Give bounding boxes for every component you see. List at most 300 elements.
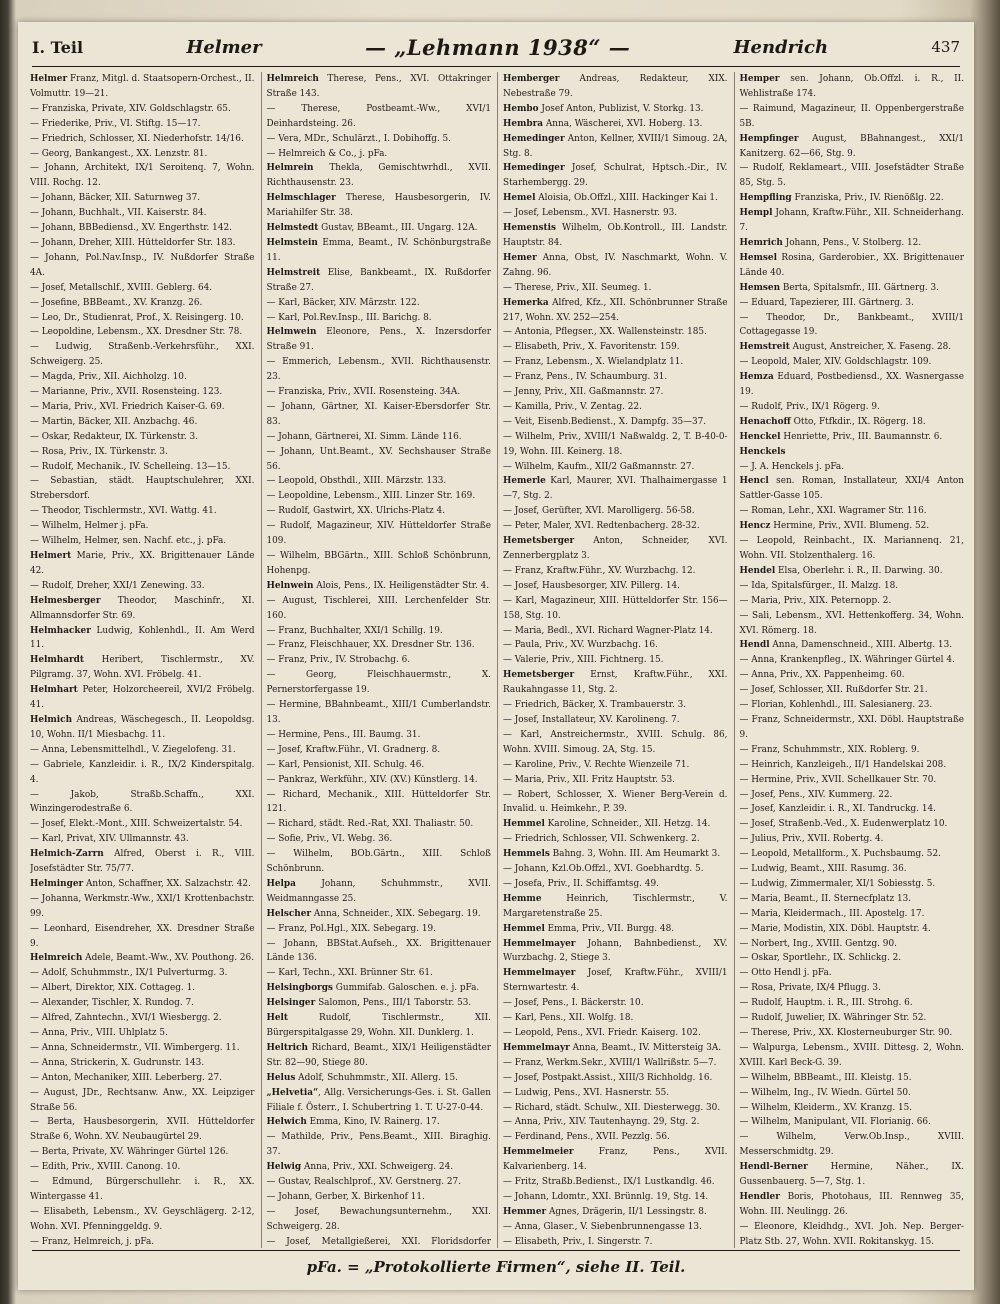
entry-surname: Hemmelmeier — [503, 1147, 574, 1158]
directory-entry — [267, 504, 492, 519]
directory-entry — [740, 191, 965, 206]
entry-surname: Helmreich — [30, 953, 83, 964]
entry-details: Elise, Bankbeamt., IX. Rußdorfer Straße 27. — [266, 267, 491, 293]
entry-details: Eduard, Postbediensd., XX. Wasnergasse 19. — [739, 372, 964, 398]
entry-details: August, BBahnangest., XXI/1 Kanitzerg. 62—66, Stg. 9. — [739, 133, 964, 159]
directory-entry — [30, 951, 255, 966]
directory-entry — [267, 489, 492, 504]
entry-details: Franziska, Priv., IV. Rienößlg. 22. — [791, 193, 944, 204]
entry-details: August, Anstreicher, X. Faseng. 28. — [789, 342, 952, 353]
directory-entry — [267, 653, 492, 668]
entry-surname: Hemberger — [503, 74, 560, 84]
directory-entry — [740, 996, 965, 1011]
entry-details: , Allg. Versicherungs-Ges. i. St. Gallen Filiale f. Österr., I. Schubertring 1. T. U-27-0-44. — [266, 1087, 491, 1113]
entry-details: — Johann, Gärtnerei, XI. Simm. Lände 116. — [266, 431, 462, 442]
directory-entry — [503, 728, 728, 758]
directory-entry — [30, 1041, 255, 1056]
directory-entry — [267, 788, 492, 818]
directory-entry — [30, 281, 255, 296]
directory-entry — [30, 1205, 255, 1235]
entry-details: — Wilhelm, BOb.Gärtn., XIII. Schloß Schönbrunn. — [266, 849, 491, 875]
entry-details: — Anna, Schneidermstr., VII. Wimbergerg. 11. — [30, 1042, 240, 1053]
entry-details: — Karl, Techn., XXI. Brünner Str. 61. — [266, 968, 433, 979]
directory-entry — [267, 624, 492, 639]
entry-details: — Albert, Direktor, XIX. Cottageg. 1. — [30, 983, 196, 994]
entry-details: — Franz, Werkm.Sekr., XVIII/1 Wallrißstr. 5—7. — [503, 1057, 717, 1068]
directory-entry — [30, 132, 255, 147]
directory-entry — [503, 1026, 728, 1041]
entry-details: — Wilhelm, Priv., XVIII/1 Naßwaldg. 2, T. B-40-0-19, Wohn. III. Keinerg. 18. — [503, 431, 728, 457]
entry-details: — Johann, Kzl.Ob.Offzl., XVI. Goebhardtg. 5. — [503, 864, 704, 875]
entry-details: — Anton, Mechaniker, XIII. Leberberg. 27. — [30, 1072, 222, 1083]
directory-entry — [740, 311, 965, 341]
directory-entry — [740, 877, 965, 892]
directory-entry — [30, 877, 255, 892]
directory-entry — [267, 728, 492, 743]
entry-surname: Hemetsberger — [503, 536, 575, 547]
entry-details: — Richard, städt. Schulw., XII. Diesterwegg. 30. — [503, 1102, 721, 1113]
directory-entry — [503, 788, 728, 818]
directory-entry — [740, 594, 965, 609]
directory-entry — [740, 355, 965, 370]
section-label: I. Teil — [32, 37, 84, 57]
directory-entry — [740, 1041, 965, 1071]
directory-entry — [267, 296, 492, 311]
entry-details: Boris, Photohaus, III. Rennweg 35, Wohn. III. Neulingg. 26. — [739, 1191, 964, 1217]
entry-details: Richard, Beamt., XIX/1 Heiligenstädter Str. 82—90, Stiege 80. — [266, 1042, 491, 1068]
entry-details: Hermine, Näher., IX. Gussenbauerg. 5—7, Stg. 1. — [739, 1162, 964, 1188]
directory-entry — [267, 147, 492, 162]
directory-entry — [30, 311, 255, 326]
directory-entry — [740, 460, 965, 475]
directory-entry — [740, 400, 965, 415]
entry-surname: Helmrein — [266, 163, 314, 174]
entry-surname: Helsingborgs — [266, 983, 333, 994]
directory-entry — [30, 1026, 255, 1041]
entry-details: — Wilhelm, Helmer, sen. Nachf. etc., j. pFa. — [30, 536, 227, 547]
entry-surname: Helmreich — [266, 74, 319, 84]
entry-details: — Raimund, Magazineur, II. Oppenbergerstraße 5B. — [739, 103, 964, 129]
entry-details: Anna, Beamt., IV. Mittersteig 3A. — [569, 1042, 722, 1053]
directory-entry — [503, 877, 728, 892]
directory-entry — [30, 325, 255, 340]
entry-details: — Eduard, Tapezierer, III. Gärtnerg. 3. — [739, 297, 914, 308]
entry-details: — Josef, Bewachungsunternehm., XXI. Schweigerg. 28. — [266, 1206, 491, 1232]
entry-details: — Georg, Bankangest., XX. Lenzstr. 81. — [30, 148, 208, 159]
directory-entry — [267, 847, 492, 877]
entry-surname: Helmstein — [266, 237, 318, 248]
entry-details: Emma, Kino, IV. Rainerg. 17. — [306, 1117, 440, 1128]
directory-entry — [740, 504, 965, 519]
directory-entry — [503, 430, 728, 460]
entry-surname: Helwig — [266, 1162, 302, 1173]
directory-entry — [30, 624, 255, 654]
entry-details: — Rudolf, Hauptm. i. R., III. Strohg. 6. — [739, 998, 913, 1009]
entry-details: — Leonhard, Eisendreher, XX. Dresdner Straße 9. — [30, 923, 255, 949]
entry-details: Heribert, Tischlermstr., XV. Pilgramg. 37, Wohn. XVI. Fröbelg. 41. — [30, 655, 255, 681]
directory-entry — [503, 1235, 728, 1248]
directory-entry — [740, 579, 965, 594]
directory-entry — [503, 773, 728, 788]
directory-entry — [503, 221, 728, 251]
directory-entry — [740, 862, 965, 877]
entry-details: — Karl, Anstreichermstr., XVIII. Schulg. 86, Wohn. XVIII. Simoug. 2A, Stg. 15. — [503, 729, 728, 755]
directory-entry — [30, 892, 255, 922]
column-3 — [497, 72, 728, 1248]
directory-entry — [740, 743, 965, 758]
entry-details: Alois, Pens., IX. Heiligenstädter Str. 4. — [313, 580, 490, 591]
directory-entry — [267, 1086, 492, 1116]
entry-details: — Anna, Krankenpfleg., IX. Währinger Gürtel 4. — [739, 655, 955, 666]
entry-details: Hermine, Priv., XVII. Blumeng. 52. — [770, 521, 930, 532]
column-4 — [734, 72, 965, 1248]
directory-entry — [30, 713, 255, 743]
entry-details: — Franz, Pol.Hgl., XIX. Sebegarg. 19. — [266, 923, 436, 934]
entry-surname: Hemmel — [503, 923, 545, 934]
entry-details: — Elisabeth, Priv., X. Favoritenstr. 159. — [503, 342, 680, 353]
entry-details: — Oskar, Sportlehr., IX. Schlickg. 2. — [739, 953, 902, 964]
entry-details: — Franz, Buchhalter, XXI/1 Schillg. 19. — [266, 625, 443, 636]
directory-entry — [503, 504, 728, 519]
entry-surname: Hemedinger — [503, 133, 565, 144]
directory-entry — [740, 609, 965, 639]
directory-entry — [30, 251, 255, 281]
directory-entry — [267, 1205, 492, 1235]
entry-surname: Helmich — [30, 714, 73, 725]
entry-details: — Josef, Gerüfter, XVI. Marolligerg. 56-58. — [503, 506, 695, 517]
directory-entry — [267, 1115, 492, 1130]
directory-entry — [30, 534, 255, 549]
entry-details: — Paula, Priv., XV. Wurzbachg. 16. — [503, 640, 658, 651]
entry-details: Agnes, Drägerin, II/1 Lessingstr. 8. — [546, 1206, 707, 1217]
entry-details: — Franz, Priv., IV. Strobachg. 6. — [266, 655, 411, 666]
entry-details: Anton, Schneider, XVI. Zennerbergplatz 3. — [503, 536, 728, 561]
entry-surname: Hemsen — [739, 282, 781, 293]
entry-details: Marie, Priv., XX. Brigittenauer Lände 42. — [30, 551, 255, 576]
entry-surname: Hendl — [739, 640, 770, 651]
entry-details: — Berta, Private, XV. Währinger Gürtel 126. — [30, 1147, 229, 1158]
entry-details: Wilhelm, Ob.Kontroll., III. Landstr. Hauptstr. 84. — [503, 223, 728, 248]
directory-entry — [30, 1071, 255, 1086]
directory-entry — [267, 594, 492, 624]
entry-details: Elsa, Oberlehr. i. R., II. Darwing. 30. — [775, 565, 943, 576]
directory-entry — [30, 460, 255, 475]
directory-entry — [30, 847, 255, 877]
directory-entry — [30, 1011, 255, 1026]
entry-details: — Karl, Pens., XII. Wolfg. 18. — [503, 1013, 634, 1024]
directory-entry — [740, 519, 965, 534]
directory-entry — [740, 773, 965, 788]
directory-entry — [30, 161, 255, 191]
directory-entry — [503, 281, 728, 296]
directory-entry — [503, 564, 728, 579]
directory-entry — [503, 534, 728, 564]
entry-details: — Rosa, Priv., IX. Türkenstr. 3. — [30, 446, 168, 457]
entry-details: — Franz, Lebensm., X. Wielandplatz 11. — [503, 357, 684, 368]
entry-surname: Helmesberger — [30, 595, 101, 606]
entry-details: — Jakob, Straßb.Schaffn., XXI. Winzingerodestraße 6. — [30, 789, 255, 815]
directory-entry — [740, 296, 965, 311]
directory-entry — [503, 474, 728, 504]
entry-details: Gustav, BBeamt., III. Ungarg. 12A. — [318, 223, 478, 234]
entry-surname: Helmwein — [266, 327, 317, 338]
entry-details: — Pankraz, Werkführ., XIV. (XV.) Künstlerg. 14. — [266, 774, 478, 785]
entry-details: — Franz, Pens., IV. Schaumburg. 31. — [503, 372, 668, 383]
entry-details: Anton, Schaffner, XX. Salzachstr. 42. — [83, 878, 251, 889]
entry-details: Karoline, Schneider., XII. Hetzg. 14. — [544, 819, 711, 830]
entry-details: Anna, Damenschneid., XIII. Albertg. 13. — [769, 640, 953, 651]
directory-entry — [503, 1056, 728, 1071]
directory-entry — [503, 1115, 728, 1130]
entry-details: — Wilhelm, BBGärtn., XIII. Schloß Schönbrunn, Hohenpg. — [266, 551, 491, 576]
entry-surname: Helsinger — [266, 998, 316, 1009]
directory-entry — [267, 325, 492, 355]
entry-details: Aloisia, Ob.Offzl., XIII. Hackinger Kai 1. — [535, 193, 718, 204]
entry-surname: Hemmels — [503, 849, 550, 860]
directory-entry — [30, 1056, 255, 1071]
entry-details: — Hermine, Pens., III. Baumg. 31. — [266, 729, 421, 740]
entry-details: — Wilhelm, Helmer j. pFa. — [30, 521, 149, 532]
entry-details: — Gustav, Realschlprof., XV. Gerstnerg. 27. — [266, 1177, 462, 1188]
directory-entry — [503, 385, 728, 400]
entry-details: — Josef, Postpakt.Assist., XIII/3 Richholdg. 16. — [503, 1072, 713, 1083]
entry-details: — Antonia, Pflegser., XX. Wallensteinstr. 185. — [503, 327, 707, 338]
entry-surname: Helscher — [266, 908, 312, 919]
entry-details: — Marianne, Priv., XVII. Rosensteing. 123. — [30, 387, 223, 398]
directory-entry — [503, 862, 728, 877]
entry-details: Andreas, Wäschegesch., II. Leopoldsg. 10, Wohn. II/1 Miesbachg. 11. — [30, 714, 255, 740]
directory-entry — [267, 519, 492, 549]
entry-details: sen. Roman, Installateur, XXI/4 Anton Sattler-Gasse 105. — [739, 476, 964, 502]
entry-details: — Edith, Priv., XVIII. Canong. 10. — [30, 1162, 181, 1173]
directory-entry — [267, 743, 492, 758]
directory-entry — [740, 206, 965, 236]
directory-entry — [503, 72, 728, 102]
directory-entry — [740, 653, 965, 668]
directory-entry — [30, 400, 255, 415]
entry-details: — Magda, Priv., XII. Aichholzg. 10. — [30, 372, 187, 383]
entry-surname: Hemenstis — [503, 223, 556, 234]
entry-details: — J. A. Henckels j. pFa. — [739, 461, 845, 472]
entry-details: — Johann, Gärtner, XI. Kaiser-Ebersdorfer Str. 83. — [266, 401, 491, 427]
entry-details: Ernst, Kraftw.Führ., XXI. Raukahngasse 11, Stg. 2. — [503, 670, 728, 696]
entry-surname: Helmstreit — [266, 267, 321, 278]
directory-entry — [267, 191, 492, 221]
directory-entry — [740, 370, 965, 400]
directory-entry — [740, 832, 965, 847]
entry-details: — Josef, Straßenb.-Ved., X. Eudenwerplatz 10. — [739, 819, 948, 830]
directory-entry — [503, 1145, 728, 1175]
entry-details: — Richard, Mechanik., XIII. Hütteldorfer Str. 121. — [266, 789, 491, 815]
directory-entry — [740, 430, 965, 445]
entry-surname: Hemmelmayr — [503, 1042, 570, 1053]
directory-entry — [740, 922, 965, 937]
entry-details: — Ida, Spitalsfürger., II. Malzg. 18. — [739, 580, 899, 591]
entry-details: — Franz, Kraftw.Führ., XV. Wurzbachg. 12. — [503, 565, 696, 576]
entry-details: — Karl, Privat, XIV. Ullmannstr. 43. — [30, 834, 189, 845]
column-2 — [261, 72, 492, 1248]
directory-entry — [503, 966, 728, 996]
entry-surname: Hemerka — [503, 297, 549, 308]
directory-entry — [503, 638, 728, 653]
directory-entry — [740, 951, 965, 966]
directory-entry — [740, 683, 965, 698]
directory-entry — [740, 564, 965, 579]
entry-details: — Leopold, Maler, XIV. Goldschlagstr. 109. — [739, 357, 932, 368]
page-number: 437 — [931, 38, 960, 56]
entry-details: Alfred, Kfz., XII. Schönbrunner Straße 217, Wohn. XV. 252—254. — [503, 297, 728, 323]
entry-details: — Alfred, Zahntechn., XVI/1 Wiesbergg. 2. — [30, 1013, 222, 1024]
directory-entry — [30, 147, 255, 162]
entry-details: — Josef, Pens., XIV. Kummerg. 22. — [739, 789, 893, 800]
entry-details: — Maria, Bedl., XVI. Richard Wagner-Platz 14. — [503, 625, 713, 636]
entry-details: Johann, Schuhmmstr., XVII. Weidmanngasse 25. — [266, 878, 491, 904]
entry-surname: Hendel — [739, 565, 776, 576]
entry-details: Peter, Holzorcheereil, XVI/2 Fröbelg. 41. — [30, 685, 255, 711]
entry-details: — Theodor, Tischlermstr., XVI. Wattg. 41. — [30, 506, 217, 517]
entry-details: — Johann, Dreher, XIII. Hütteldorfer Str. 183. — [30, 237, 236, 248]
entry-details: — Franziska, Private, XIV. Goldschlagstr. 65. — [30, 103, 231, 114]
directory-entry — [267, 638, 492, 653]
entry-details: Otto, Ftfkdir., IX. Rögerg. 18. — [790, 416, 926, 427]
entry-details: — Maria, Kleidermach., III. Apostelg. 17. — [739, 908, 925, 919]
directory-entry — [267, 937, 492, 967]
entry-details: — Fritz, Straßb.Bedienst., IX/1 Lustkandlg. 46. — [503, 1177, 715, 1188]
entry-details: — Otto Hendl j. pFa. — [739, 968, 832, 979]
entry-details: — Martin, Bäcker, XII. Anzbachg. 46. — [30, 416, 198, 427]
directory-entry — [267, 981, 492, 996]
entry-details: — Rudolf, Priv., IX/1 Rögerg. 9. — [739, 401, 880, 412]
directory-entry — [267, 385, 492, 400]
entry-details: Berta, Spitalsmfr., III. Gärtnerg. 3. — [780, 282, 939, 293]
directory-entry — [740, 72, 965, 102]
entry-details: — Karoline, Priv., V. Rechte Wienzeile 71. — [503, 759, 690, 770]
directory-entry — [267, 102, 492, 132]
directory-entry — [740, 1220, 965, 1248]
directory-entry — [503, 847, 728, 862]
entry-details: Anna, Schneider., XIX. Sebegarg. 19. — [311, 908, 481, 919]
directory-entry — [503, 400, 728, 415]
entry-surname: Henachoff — [739, 416, 791, 427]
directory-entry — [267, 311, 492, 326]
entry-details: — Johann, BBBediensd., XV. Engerthstr. 142. — [30, 223, 232, 234]
entry-details: — Therese, Priv., XX. Klosterneuburger Str. 90. — [739, 1028, 953, 1038]
directory-entry — [503, 1011, 728, 1026]
directory-entry — [30, 832, 255, 847]
directory-entry — [740, 638, 965, 653]
directory-entry — [503, 296, 728, 326]
entry-details: — Rudolf, Mechanik., IV. Schelleing. 13—15. — [30, 461, 231, 472]
entry-details: — Walpurga, Lebensm., XVIII. Dittesg. 2, Wohn. XVIII. Karl Beck-G. 39. — [739, 1042, 964, 1068]
entry-details: Franz, Mitgl. d. Staatsopern-Orchest., II. Volmuttr. 19—21. — [30, 74, 255, 99]
directory-entry — [267, 445, 492, 475]
entry-details: — Josefine, BBBeamt., XV. Kranzg. 26. — [30, 297, 203, 308]
entry-details: Therese, Pens., XVI. Ottakringer Straße 143. — [266, 74, 491, 99]
directory-entry — [740, 161, 965, 191]
entry-details: — Sali, Lebensm., XVI. Hettenkofferg. 34, Wohn. XVI. Römerg. 18. — [739, 610, 964, 636]
directory-entry — [30, 817, 255, 832]
entry-details: — Franz, Schneidermstr., XXI. Döbl. Hauptstraße 9. — [739, 714, 964, 740]
entry-surname: Hemedinger — [503, 163, 565, 174]
directory-entry — [503, 117, 728, 132]
directory-entry — [740, 966, 965, 981]
entry-surname: Hemsel — [739, 252, 777, 263]
entry-details: — Anna, Strickerin, X. Gudrunstr. 143. — [30, 1057, 205, 1068]
entry-details: — Josef, Installateur, XV. Karolineng. 7. — [503, 714, 680, 725]
entry-details: — Anna, Priv., VIII. Uhlplatz 5. — [30, 1028, 168, 1038]
entry-details: — Leopoldine, Lebensm., XX. Dresdner Str. 78. — [30, 327, 243, 338]
entry-surname: Helmhart — [30, 685, 78, 696]
directory-entry — [503, 579, 728, 594]
directory-entry — [740, 102, 965, 132]
last-entry-word: Hendrich — [733, 36, 829, 58]
directory-entry — [740, 698, 965, 713]
entry-details: — Julius, Priv., XVII. Robertg. 4. — [739, 834, 884, 845]
entry-details: — Anna, Priv., XX. Pappenheimg. 60. — [739, 670, 905, 681]
entry-details: — Johann, BBStat.Aufseh., XX. Brigittenauer Lände 136. — [266, 938, 491, 964]
entry-details: — Karl, Bäcker, XIV. Märzstr. 122. — [266, 297, 420, 308]
entry-details: — Peter, Maler, XVI. Redtenbacherg. 28-32. — [503, 521, 700, 532]
entry-details: — Anna, Lebensmittelhdl., V. Ziegelofeng. 31. — [30, 744, 236, 755]
entry-details: — Oskar, Redakteur, IX. Türkenstr. 3. — [30, 431, 199, 442]
entry-details: — Josef, Hausbesorger, XIV. Pillerg. 14. — [503, 580, 680, 591]
entry-surname: Heltrich — [266, 1042, 308, 1053]
directory-entry — [740, 1190, 965, 1220]
entry-details: — Leo, Dr., Studienrat, Prof., X. Reisingerg. 10. — [30, 312, 244, 323]
entry-details: Anna, Obst, IV. Naschmarkt, Wohn. V. Zahng. 96. — [503, 252, 728, 278]
entry-surname: Helpa — [266, 878, 296, 889]
directory-page — [18, 22, 974, 1290]
directory-entry — [30, 788, 255, 818]
directory-entry — [503, 1220, 728, 1235]
entry-surname: Helmhacker — [30, 625, 91, 636]
directory-entry — [30, 385, 255, 400]
entry-details: — Rudolf, Dreher, XXI/1 Zenewing. 33. — [30, 580, 205, 591]
entry-details: — Leopold, Reinbacht., IX. Mariannenq. 21, Wohn. VII. Stolzenthalerg. 16. — [739, 536, 964, 561]
directory-entry — [503, 996, 728, 1011]
entry-details: — Gabriele, Kanzleidir. i. R., IX/2 Kinderspitalg. 4. — [30, 759, 255, 785]
directory-entry — [740, 937, 965, 952]
entry-details: — Kamilla, Priv., V. Zentag. 22. — [503, 401, 642, 412]
directory-entry — [267, 161, 492, 191]
directory-entry — [267, 773, 492, 788]
directory-entry — [30, 1175, 255, 1205]
entry-details: — Johann, Ldomtr., XXI. Brünnlg. 19, Stg. 14. — [503, 1191, 709, 1202]
entry-details: — Josef, Kraftw.Führ., VI. Gradnerg. 8. — [266, 744, 441, 755]
directory-entry — [740, 236, 965, 251]
entry-details: — Leopold, Pens., XVI. Friedr. Kaiserg. 102. — [503, 1028, 701, 1038]
directory-entry — [30, 296, 255, 311]
entry-surname: Hembo — [503, 103, 539, 114]
entry-details: — Josef, Metallschlf., XVIII. Geblerg. 64. — [30, 282, 213, 293]
entry-details: — Josef, Lebensm., XVI. Hasnerstr. 93. — [503, 208, 678, 219]
directory-entry — [503, 668, 728, 698]
entry-surname: Hempfling — [739, 193, 792, 204]
entry-details: Ludwig, Kohlenhdl., II. Am Werd 11. — [30, 625, 255, 651]
entry-details: — Anna, Glaser., V. Siebenbrunnengasse 13. — [503, 1221, 702, 1232]
entry-details: — Ferdinand, Pens., XVII. Pezzlg. 56. — [503, 1132, 670, 1143]
entry-details: — Friedrich, Schlosser, XI. Niederhofstr. 14/16. — [30, 133, 244, 144]
directory-entry — [267, 698, 492, 728]
directory-entry — [503, 1130, 728, 1145]
entry-details: — Jenny, Priv., XII. Gaßmannstr. 27. — [503, 387, 664, 398]
entry-surname: Henckels — [739, 446, 786, 457]
entry-details: — Johann, Buchhalt., VII. Kaiserstr. 84. — [30, 208, 207, 219]
directory-entry — [30, 474, 255, 504]
directory-entry — [740, 474, 965, 504]
entry-details: — Hermine, Priv., XVII. Schellkauer Str. 70. — [739, 774, 937, 785]
entry-details: — Josef, Schlosser, XII. Rußdorfer Str. 21. — [739, 685, 928, 696]
